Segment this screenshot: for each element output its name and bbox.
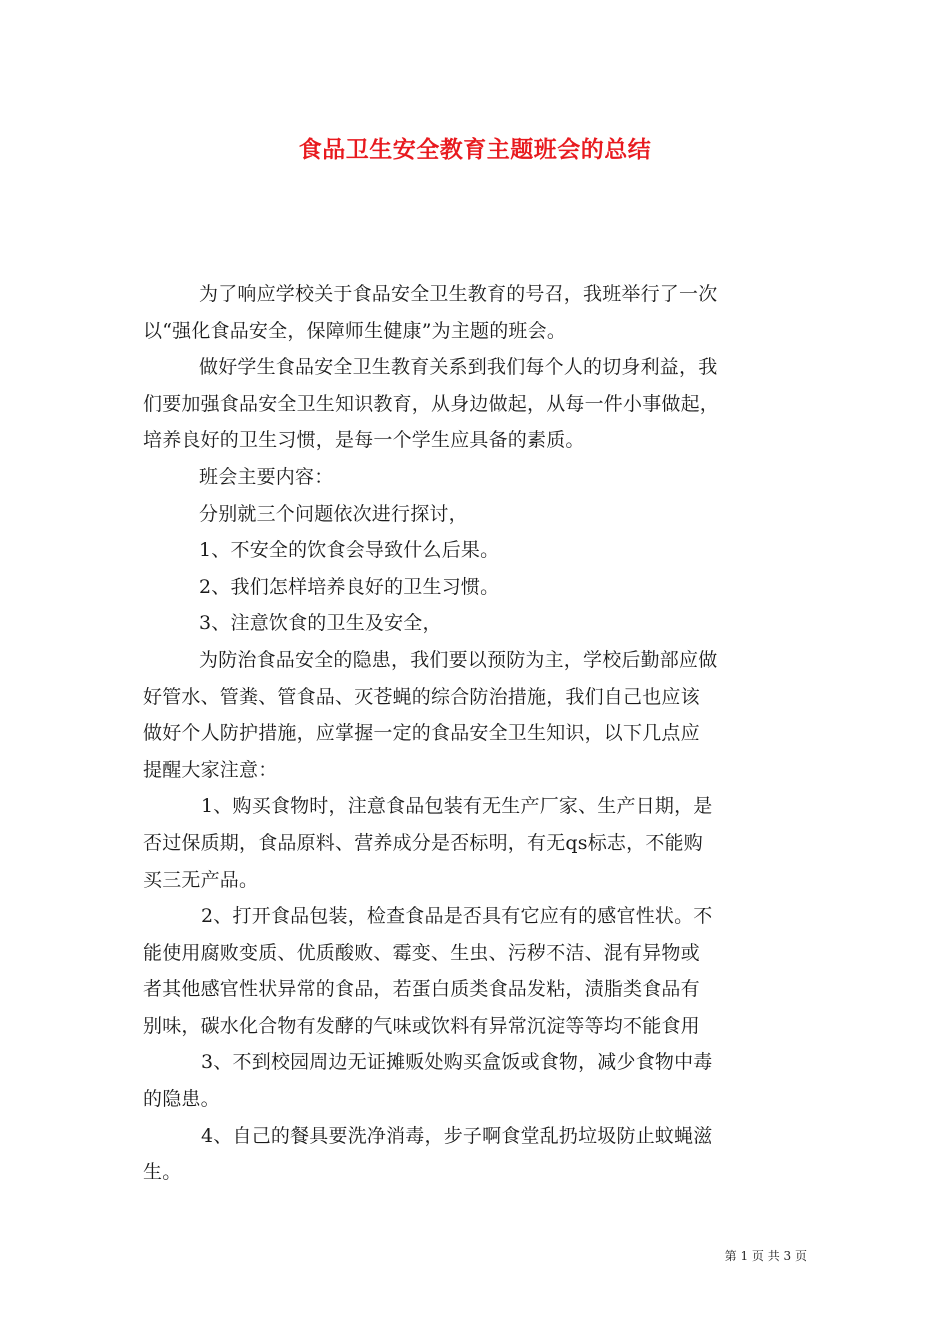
paragraph-importance <box>143 349 807 459</box>
text-line: 做好个人防护措施，应掌握一定的食品安全卫生知识，以下几点应 <box>143 722 700 745</box>
text-line: 为了响应学校关于食品安全卫生教育的号召，我班举行了一次 <box>199 283 718 305</box>
text-line: 以“强化食品安全，保障师生健康”为主题的班会。 <box>143 319 567 342</box>
text-line: 为防治食品安全的隐患，我们要以预防为主，学校后勤部应做 <box>199 648 718 671</box>
text-line: 班会主要内容： <box>199 465 334 488</box>
text-line: 否过保质期，食品原料、营养成分是否标明，有无qs标志，不能购 <box>143 831 703 854</box>
document-body <box>143 276 807 1191</box>
text-line: 培养良好的卫生习惯，是每一个学生应具备的素质。 <box>143 429 585 452</box>
text-line: 买三无产品。 <box>143 868 259 891</box>
paragraph-intro <box>143 276 807 349</box>
text-line: 别味，碳水化合物有发酵的气味或饮料有异常沉淀等等均不能食用 <box>143 1014 700 1037</box>
text-line: 好管水、管粪、管食品、灭苍蝇的综合防治措施，我们自己也应该 <box>143 685 700 708</box>
text-line: 者其他感官性状异常的食品，若蛋白质类食品发粘，渍脂类食品有 <box>143 978 700 1001</box>
text-line: 4、自己的餐具要洗净消毒，步子啊食堂乱扔垃圾防止蚊蝇滋 <box>201 1124 713 1147</box>
paragraph-tip-1 <box>143 788 807 898</box>
text-line: 分别就三个问题依次进行探讨， <box>199 502 468 525</box>
text-line: 1、不安全的饮食会导致什么后果。 <box>199 539 500 562</box>
paragraph-prevention <box>143 642 807 788</box>
text-line: 提醒大家注意： <box>143 758 278 781</box>
text-line: 3、注意饮食的卫生及安全， <box>199 612 442 635</box>
text-line: 1、购买食物时，注意食品包装有无生产厂家、生产日期，是 <box>201 795 713 818</box>
paragraph-tip-2 <box>143 898 807 1044</box>
paragraph-main-content-heading <box>143 459 807 496</box>
paragraph-tip-3 <box>143 1044 807 1117</box>
text-line: 能使用腐败变质、优质酸败、霉变、生虫、污秽不洁、混有异物或 <box>143 941 700 964</box>
text-line: 做好学生食品安全卫生教育关系到我们每个人的切身利益，我 <box>199 356 718 379</box>
text-line: 2、打开食品包装，检查食品是否具有它应有的感官性状。不 <box>201 905 713 928</box>
page-number-footer: 第 1 页 共 3 页 <box>724 1249 807 1263</box>
document-title: 食品卫生安全教育主题班会的总结 <box>298 136 652 163</box>
paragraph-topic-3 <box>143 605 807 642</box>
text-line: 生。 <box>143 1161 182 1184</box>
paragraph-tip-4 <box>143 1118 807 1191</box>
text-line: 2、我们怎样培养良好的卫生习惯。 <box>199 575 500 598</box>
text-line: 3、不到校园周边无证摊贩处购买盒饭或食物，减少食物中毒 <box>201 1051 713 1074</box>
paragraph-topic-2 <box>143 569 807 606</box>
paragraph-discussion-intro <box>143 496 807 533</box>
text-line: 的隐患。 <box>143 1088 220 1111</box>
paragraph-topic-1 <box>143 532 807 569</box>
text-line: 们要加强食品安全卫生知识教育，从身边做起，从每一件小事做起， <box>143 392 720 415</box>
